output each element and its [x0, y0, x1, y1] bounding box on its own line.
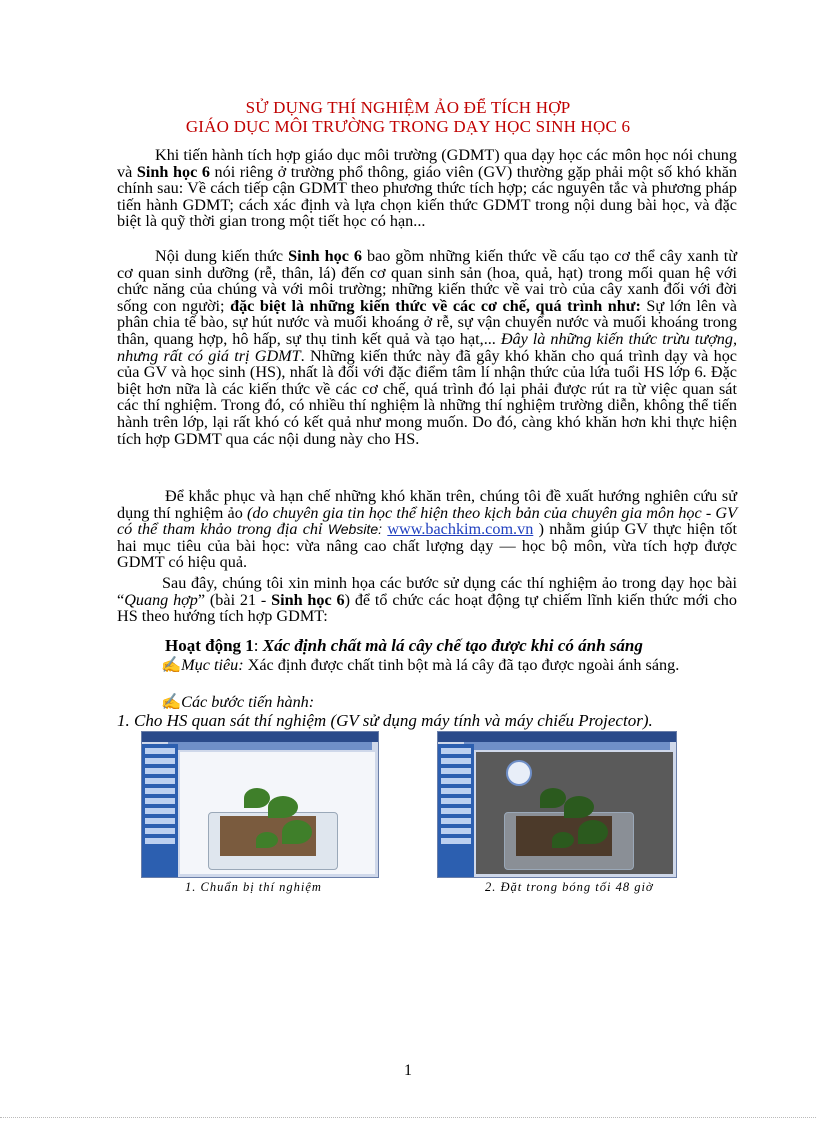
writing-hand-icon: ✍ [161, 656, 182, 674]
experiment-pane [476, 752, 673, 874]
objective [117, 657, 737, 674]
para4-text-e: ) để tổ chức các hoạt động tự chiếm lĩnh kiến thức mới cho HS theo hướng tích hợp GDMT: [117, 590, 737, 626]
experiment-pane [180, 752, 375, 874]
objective-text: Xác định được chất tinh bột mà lá cây đã tạo được ngoài ánh sáng. [243, 656, 680, 674]
para2-bold-2: đặc biệt là những kiến thức về các cơ chế, quá trình như: [230, 296, 641, 315]
page-number: 1 [404, 1062, 412, 1079]
steps-heading [117, 694, 737, 711]
paragraph-3 [117, 488, 737, 571]
activity-sep: : [253, 636, 263, 655]
window-titlebar [438, 732, 676, 742]
para2-bold-1: Sinh học 6 [288, 247, 362, 265]
para3-italic: (do chuyên gia tin học thể hiện theo kịch bản của chuyên gia môn học - GV có thể tham khảo trong địa chỉ [117, 503, 737, 539]
leaf [282, 820, 312, 844]
para2-italic: Đây là những kiến thức trừu tượng, nhưng rất có giá trị GDMT [117, 329, 738, 365]
window-tabs [464, 742, 670, 750]
activity-heading [165, 636, 643, 656]
leaf [564, 796, 594, 818]
figure-2-caption: 2. Đặt trong bóng tối 48 giờ [485, 880, 654, 894]
page-divider [0, 1117, 816, 1118]
para2-text-g: . Những kiến thức này đã gây khó khăn cho quá trình dạy và học của GV và học sinh (HS), nhất là đối với đặc điểm tâm lí nhận thức của lứa tuổi HS lớp 6. Đặc biệt hơn nữa là các kiến thức về các cơ chế, quá trình đó lại phải được rút ra từ việc quan sát các thí nghiệm. Trong đó, có nhiều thí nghiệm là những thí nghiệm trường diễn, không thể tiến hành trên lớp, lại rất khó có kết quả như mong muốn. Do đó, càng khó khăn hơn khi thực hiện tích hợp GDMT qua các nội dung này cho HS. [117, 346, 737, 448]
window-titlebar [142, 732, 378, 742]
title-line-2: GIÁO DỤC MÔI TRƯỜNG TRONG DẠY HỌC SINH HỌC 6 [185, 117, 631, 136]
para3-text-a: Để khắc phục và hạn chế những khó khăn trên, chúng tôi đề xuất hướng nghiên cứu sử dụng thí nghiệm ảo [117, 487, 737, 522]
clock-icon [506, 760, 532, 786]
para2-text-e: Sự lớn lên và phân chia tế bào, sự hút nước và muối khoáng ở rễ, sự vận chuyển nước và muối khoáng trong thân, quang hợp, hô hấp, sự thụ tinh kết quả và tạo hạt,... [117, 296, 737, 348]
objective-label: Mục tiêu: [181, 656, 244, 674]
website-link[interactable]: www.bachkim.com.vn [387, 520, 534, 539]
leaf [256, 832, 278, 848]
step-1: 1. Cho HS quan sát thí nghiệm (GV sử dụng máy tính và máy chiếu Projector). [117, 711, 653, 730]
para2-text-c: bao gồm những kiến thức về cấu tạo cơ thể cây xanh từ cơ quan sinh dưỡng (rễ, thân, lá) đến cơ quan sinh sản (hoa, quả, hạt) trong mối quan hệ với chức năng của chúng và với môi trường; những kiến thức về vai trò của cây xanh đối với đời sống con người; [117, 247, 737, 315]
screenshot-dark [437, 731, 677, 878]
figure-1-caption: 1. Chuẩn bị thí nghiệm [185, 880, 322, 894]
para1-text-a: Khi tiến hành tích hợp giáo dục môi trường (GDMT) qua dạy học các môn học nói chung và [117, 146, 737, 181]
para4-bold: Sinh học 6 [271, 590, 345, 609]
leaf [244, 788, 270, 808]
leaf [552, 832, 574, 848]
para4-text-c: ” (bài 21 - [197, 590, 272, 609]
screenshot-setup [141, 731, 379, 878]
steps-label: Các bước tiến hành: [181, 693, 315, 711]
writing-hand-icon: ✍ [161, 693, 182, 711]
para4-text-a: Sau đây, chúng tôi xin minh họa các bước sử dụng các thí nghiệm ảo trong dạy học bài “ [117, 574, 737, 609]
para2-text-a: Nội dung kiến thức [155, 247, 289, 265]
window-tabs [168, 742, 372, 750]
website-label: Website: [327, 521, 383, 538]
para1-text-c: nói riêng ở trường phổ thông, giáo viên (GV) thường gặp phải một số khó khăn chính sau: Về cách tiếp cận GDMT theo phương thức tích hợp; các nguyên tắc và phương pháp tiến hành GDMT; cách xác định và lựa chọn kiến thức GDMT trong nội dung bài học, và đặc biệt là quỹ thời gian trong một tiết học có hạn... [117, 162, 737, 231]
para1-bold: Sinh học 6 [136, 162, 210, 181]
activity-label: Hoạt động 1 [165, 636, 254, 655]
sidebar-menu [438, 744, 474, 877]
leaf [268, 796, 298, 818]
para3-text-c: ) nhằm giúp GV thực hiện tốt hai mục tiêu của bài học: vừa nâng cao chất lượng dạy — học bộ môn, vừa tích hợp được GDMT có hiệu quả. [117, 520, 738, 572]
leaf [578, 820, 608, 844]
title-line-1: SỬ DỤNG THÍ NGHIỆM ẢO ĐỂ TÍCH HỢP [245, 98, 571, 117]
leaf [540, 788, 566, 808]
sidebar-menu [142, 744, 178, 877]
activity-title: Xác định chất mà lá cây chế tạo được khi có ánh sáng [262, 636, 643, 655]
paragraph-4 [117, 575, 737, 625]
paragraph-2 [117, 248, 737, 447]
paragraph-1 [117, 147, 737, 230]
para4-italic: Quang hợp [124, 590, 198, 609]
